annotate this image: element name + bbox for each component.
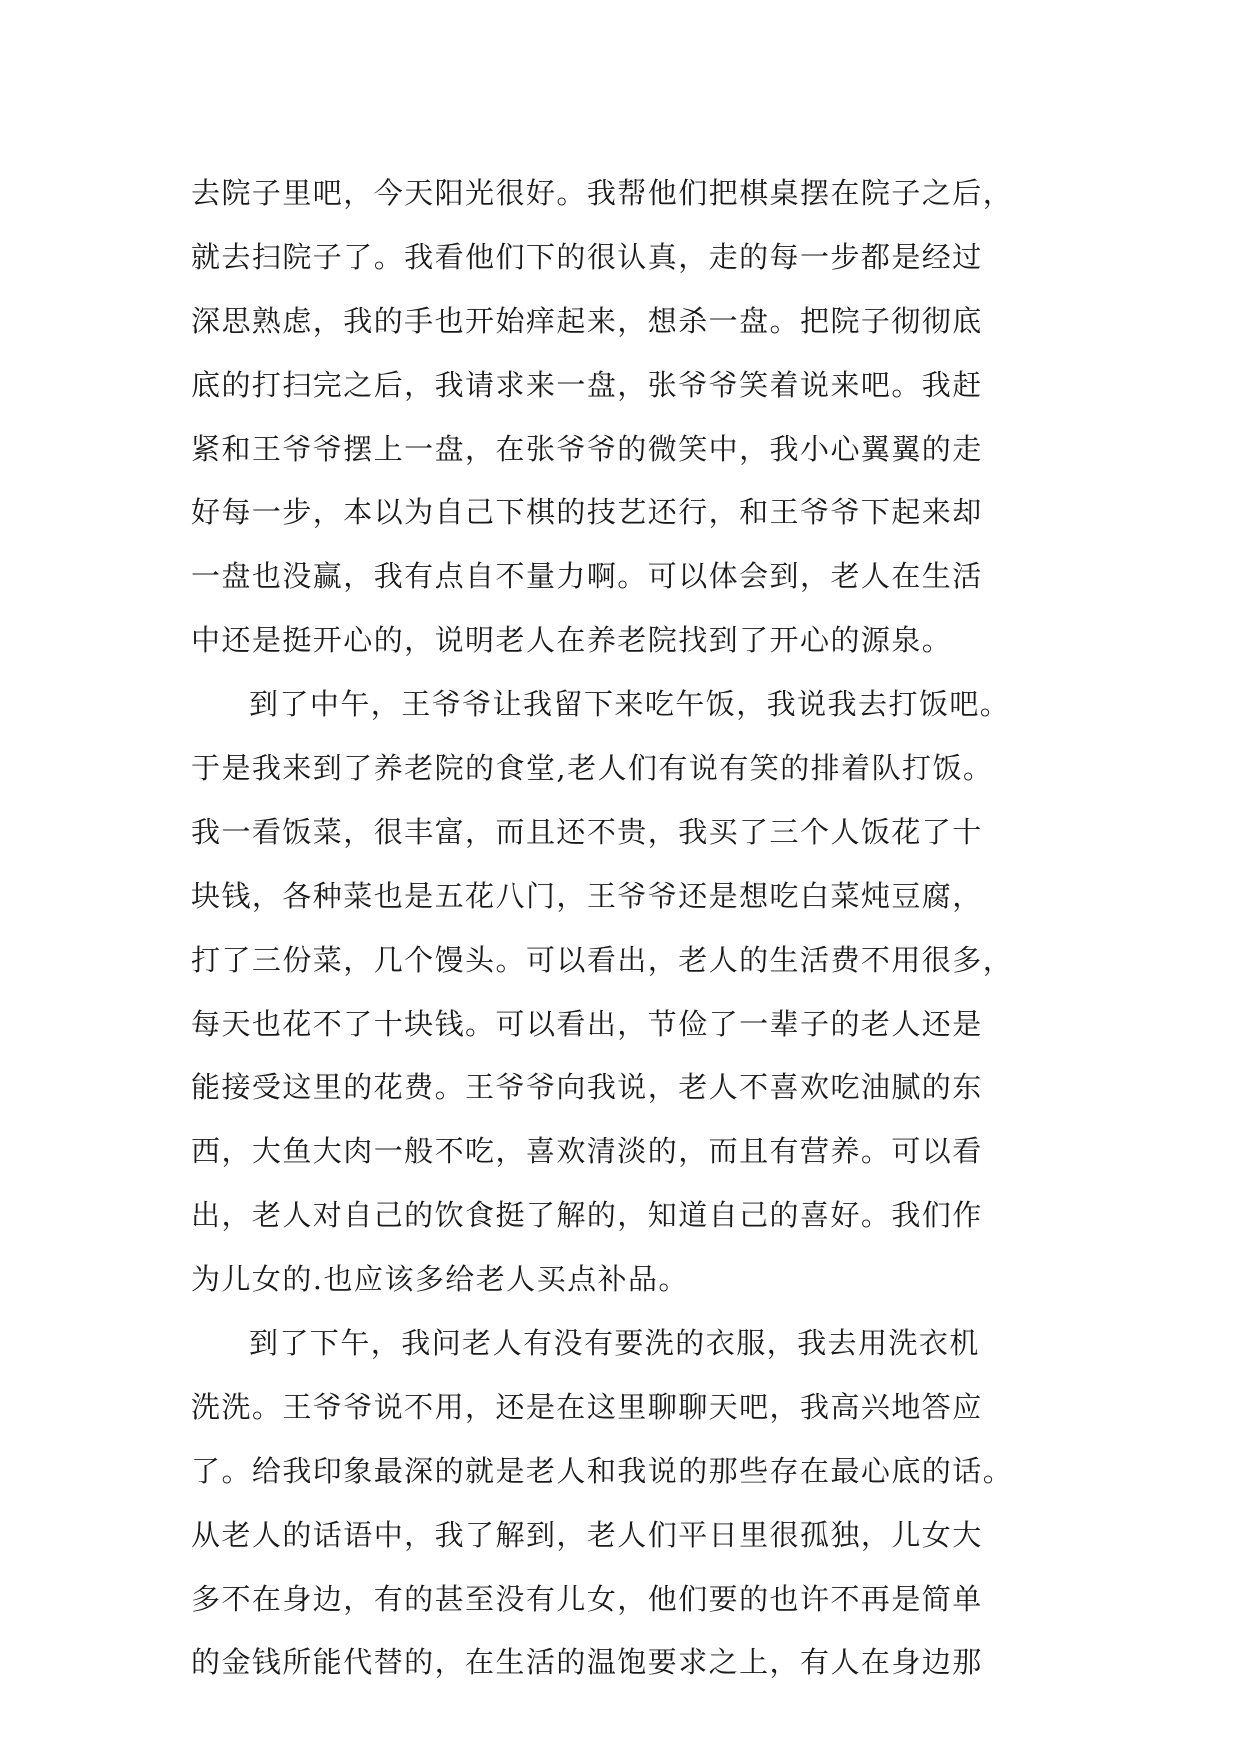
text-line: 底的打扫完之后，我请求来一盘，张爷爷笑着说来吧。我赶 [191, 367, 983, 402]
text-line: 中还是挺开心的，说明老人在养老院找到了开心的源泉。 [191, 623, 953, 658]
text-line: 的金钱所能代替的，在生活的温饱要求之上，有人在身边那 [191, 1645, 983, 1680]
text-line: 西，大鱼大肉一般不吃，喜欢清淡的，而且有营养。可以看 [191, 1134, 983, 1169]
text-line: 打了三份菜，几个馒头。可以看出，老人的生活费不用很多， [191, 942, 1014, 977]
text-line: 为儿女的.也应该多给老人买点补品。 [191, 1262, 689, 1297]
text-line: 就去扫院子了。我看他们下的很认真，走的每一步都是经过 [191, 239, 983, 274]
body-text [191, 162, 1051, 1695]
text-line: 多不在身边，有的甚至没有儿女，他们要的也许不再是简单 [191, 1581, 983, 1616]
text-line: 于是我来到了养老院的食堂,老人们有说有笑的排着队打饭。 [191, 751, 994, 786]
text-line: 块钱，各种菜也是五花八门，王爷爷还是想吃白菜炖豆腐， [191, 878, 983, 913]
text-line: 好每一步，本以为自己下棋的技艺还行，和王爷爷下起来却 [191, 495, 983, 530]
text-line: 深思熟虑，我的手也开始痒起来，想杀一盘。把院子彻彻底 [191, 303, 983, 338]
text-line: 出，老人对自己的饮食挺了解的，知道自己的喜好。我们作 [191, 1198, 983, 1233]
paragraph-start-line: 到了下午，我问老人有没有要洗的衣服，我去用洗衣机 [249, 1326, 980, 1361]
text-line: 每天也花不了十块钱。可以看出，节俭了一辈子的老人还是 [191, 1006, 983, 1041]
text-line: 了。给我印象最深的就是老人和我说的那些存在最心底的话。 [191, 1453, 1014, 1488]
text-line: 我一看饭菜，很丰富，而且还不贵，我买了三个人饭花了十 [191, 814, 983, 849]
text-line: 洗洗。王爷爷说不用，还是在这里聊聊天吧，我高兴地答应 [191, 1389, 983, 1424]
text-line: 紧和王爷爷摆上一盘，在张爷爷的微笑中，我小心翼翼的走 [191, 431, 983, 466]
text-line: 从老人的话语中，我了解到，老人们平日里很孤独，儿女大 [191, 1517, 983, 1552]
text-line: 能接受这里的花费。王爷爷向我说，老人不喜欢吃油腻的东 [191, 1070, 983, 1105]
paragraph-start-line: 到了中午，王爷爷让我留下来吃午饭，我说我去打饭吧。 [249, 687, 1011, 722]
text-line: 去院子里吧，今天阳光很好。我帮他们把棋桌摆在院子之后， [191, 176, 1014, 210]
text-line: 一盘也没赢，我有点自不量力啊。可以体会到，老人在生活 [191, 559, 983, 594]
